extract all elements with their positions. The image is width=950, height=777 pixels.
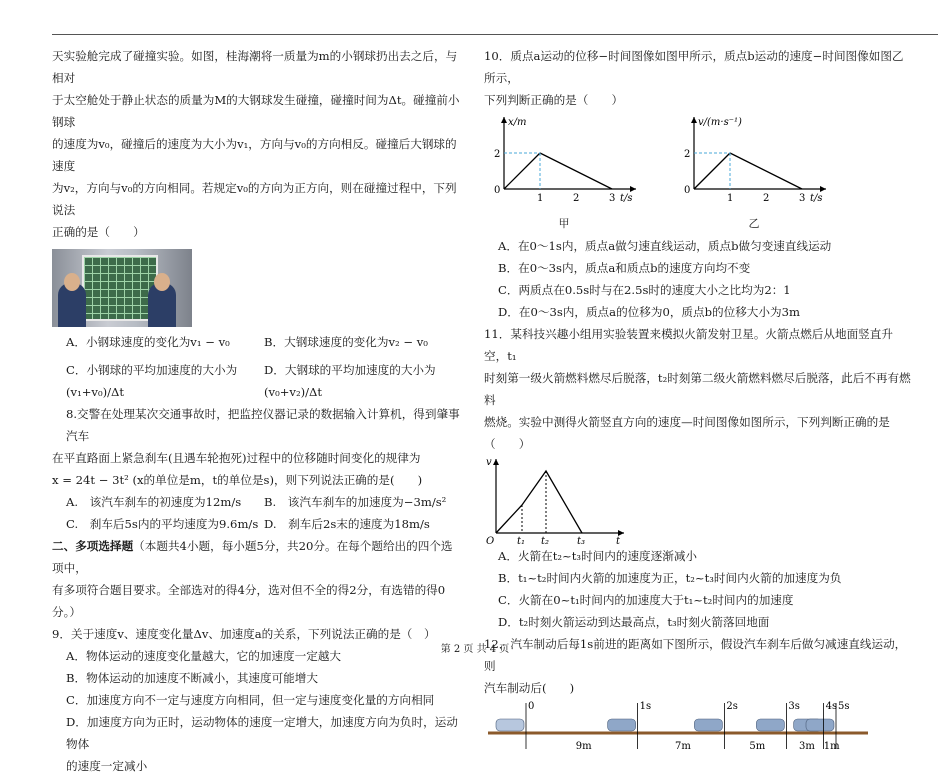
q8-options-row1 — [52, 491, 462, 513]
time-label: 5s — [838, 701, 850, 712]
q9-stem: 9．关于速度v、速度变化量Δv、加速度a的关系，下列说法正确的是（ ） — [52, 627, 436, 641]
rising-segment — [694, 153, 730, 189]
q8-stem-line: 8.交警在处理某次交通事故时，把监控仪器记录的数据输入计算机，得到肇事汽车 — [66, 407, 460, 443]
q7-option-b[interactable]: B．大钢球速度的变化为v₂ − v₀ — [264, 335, 428, 349]
t-tick-2: 2 — [763, 193, 770, 204]
q10-stem-line: 10．质点a运动的位移−时间图像如图甲所示，质点b运动的速度−时间图像如图乙所示， — [484, 49, 904, 85]
t1-label: t₁ — [517, 536, 526, 545]
origin-label: 0 — [494, 185, 501, 196]
q10-graphs — [484, 113, 914, 235]
t-tick-3: 3 — [799, 193, 806, 204]
section-2-title: 二、多项选择题 — [52, 539, 134, 553]
q11-option-b[interactable]: B．t₁~t₂时间内火箭的加速度为正，t₂~t₃时间内火箭的加速度为负 — [498, 571, 842, 585]
car-braking-diagram — [488, 699, 868, 757]
q9-option-d[interactable]: D．加速度方向为正时，运动物体的速度一定增大，加速度方向为负时，运动物体 — [66, 715, 458, 751]
q7-stem-line: 正确的是（ ） — [52, 225, 145, 239]
q9-option-b[interactable]: B．物体运动的加速度不断减小，其速度可能增大 — [66, 671, 318, 685]
time-label: 3s — [788, 701, 800, 712]
section-2-instructions: （本题共4小题，每小题5分，共20分。在每个题给出的四个选项中， — [52, 539, 453, 575]
q12-stem-line: 汽车制动后( ) — [484, 681, 575, 695]
left-column — [52, 45, 462, 777]
q11-stem-line: 燃烧。实验中测得火箭竖直方向的速度—时间图像如图所示，下列判断正确的是（ ） — [484, 415, 890, 451]
q10-stem-line: 下列判断正确的是（ ） — [484, 93, 624, 107]
q10-option-a[interactable]: A．在0～1s内，质点a做匀速直线运动，质点b做匀变速直线运动 — [498, 239, 832, 253]
x-axis-label: t/s — [810, 193, 823, 204]
origin-label: O — [486, 536, 495, 545]
q8-option-d[interactable]: D. 刹车后2s末的速度为18m/s — [264, 517, 430, 531]
time-label: 4s — [825, 701, 838, 712]
q10-option-d[interactable]: D．在0～3s内，质点a的位移为0，质点b的位移大小为3m — [498, 305, 800, 319]
falling-segment — [540, 153, 612, 189]
velocity-line — [496, 471, 582, 533]
time-label: 0 — [528, 701, 535, 712]
car — [756, 719, 784, 731]
q8-option-a[interactable]: A. 该汽车刹车的初速度为12m/s — [66, 495, 242, 509]
top-rule — [52, 34, 938, 35]
q7-stem-line: 于太空舱处于静止状态的质量为M的大钢球发生碰撞，碰撞时间为Δt。碰撞前小钢球 — [52, 93, 460, 129]
car — [694, 719, 722, 731]
caption-yi: 乙 — [748, 217, 760, 230]
car — [806, 719, 834, 731]
time-label: 2s — [726, 701, 738, 712]
t-tick-2: 2 — [573, 193, 580, 204]
q12-stem-line: 12．汽车制动后每1s前进的距离如下图所示，假设汽车刹车后做匀减速直线运动，则 — [484, 637, 907, 673]
y-tick-2: 2 — [684, 149, 691, 160]
q8-stem-line: x = 24t − 3t² (x的单位是m，t的单位是s)，则下列说法正确的是( ) — [52, 473, 423, 487]
q9-option-c[interactable]: C．加速度方向不一定与速度方向相同，但一定与速度变化量的方向相同 — [66, 693, 435, 707]
section-2-instructions-line2: 有多项符合题目要求。全部选对的得4分，选对但不全的得2分，有选错的得0分。） — [52, 583, 446, 619]
distance-label: 9m — [575, 741, 592, 752]
q9-option-d-cont: 的速度一定减小 — [66, 759, 148, 773]
t-tick-3: 3 — [609, 193, 616, 204]
q7-options-row2 — [52, 359, 462, 403]
distance-label: 1m — [823, 741, 840, 752]
q7-option-c[interactable]: C．小钢球的平均加速度的大小为(v₁+v₀)/Δt — [66, 363, 238, 399]
q7-stem-line: 天实验舱完成了碰撞实验。如图，桂海潮将一质量为m的小钢球扔出去之后，与相对 — [52, 49, 458, 85]
car — [496, 719, 524, 731]
grid-board — [82, 255, 158, 321]
q8-options-row2 — [52, 513, 462, 535]
rocket-v-t-graph — [484, 455, 634, 545]
q7-stem-line: 的速度为v₀，碰撞后的速度为大小为v₁，方向与v₀的方向相反。碰撞后大钢球的速度 — [52, 137, 457, 173]
y-axis-label: v/(m·s⁻¹) — [698, 117, 742, 128]
x-axis-label: t/s — [620, 193, 633, 204]
y-axis-label: x/m — [508, 117, 527, 128]
q8-option-c[interactable]: C. 刹车后5s内的平均速度为9.6m/s — [66, 517, 259, 531]
q7-option-d[interactable]: D．大钢球的平均加速度的大小为(v₀+v₂)/Δt — [264, 363, 436, 399]
distance-label: 3m — [799, 741, 815, 752]
page-footer: 第 2 页 共 4 页 — [440, 644, 510, 655]
distance-label: 7m — [675, 741, 691, 752]
graph-jia — [484, 113, 644, 235]
x-axis-label: t — [616, 536, 621, 545]
q7-options-row1 — [52, 331, 462, 353]
q7-option-a[interactable]: A．小钢球速度的变化为v₁ − v₀ — [66, 335, 230, 349]
distance-label: 5m — [749, 741, 766, 752]
q11-option-d[interactable]: D．t₂时刻火箭运动到达最高点，t₃时刻火箭落回地面 — [498, 615, 770, 629]
section-2-heading — [52, 535, 462, 579]
y-tick-2: 2 — [494, 149, 501, 160]
t-tick-1: 1 — [727, 193, 734, 204]
q7-stem-line: 为v₂，方向与v₀的方向相同。若规定v₀的方向为正方向，则在碰撞过程中，下列说法 — [52, 181, 457, 217]
car — [608, 719, 636, 731]
y-axis-label: v — [486, 457, 492, 468]
x-t-graph — [484, 113, 644, 205]
origin-label: 0 — [684, 185, 691, 196]
t-tick-1: 1 — [537, 193, 544, 204]
q11-stem-line: 时刻第一级火箭燃料燃尽后脱落，t₂时刻第二级火箭燃料燃尽后脱落，此后不再有燃料 — [484, 371, 911, 407]
t2-label: t₂ — [541, 536, 550, 545]
q10-option-b[interactable]: B．在0～3s内，质点a和质点b的速度方向均不变 — [498, 261, 751, 275]
space-lab-photo — [52, 249, 192, 327]
q11-option-c[interactable]: C．火箭在0~t₁时间内的加速度大于t₁~t₂时间内的加速度 — [498, 593, 794, 607]
time-label: 1s — [639, 701, 652, 712]
q8-stem-line: 在平直路面上紧急刹车(且遇车轮抱死)过程中的位移随时间变化的规律为 — [52, 451, 421, 465]
q8-option-b[interactable]: B. 该汽车刹车的加速度为−3m/s² — [264, 495, 447, 509]
rising-segment — [504, 153, 540, 189]
falling-segment — [730, 153, 802, 189]
q9-option-a[interactable]: A．物体运动的速度变化量越大，它的加速度一定越大 — [66, 649, 342, 663]
q11-option-a[interactable]: A．火箭在t₂~t₃时间内的速度逐渐减小 — [498, 549, 698, 563]
q10-option-c[interactable]: C．两质点在0.5s时与在2.5s时的速度大小之比均为2：1 — [498, 283, 791, 297]
graph-yi — [674, 113, 834, 235]
q11-stem-line: 11．某科技兴趣小组用实验装置来模拟火箭发射卫星。火箭点燃后从地面竖直升空，t₁ — [484, 327, 893, 363]
v-t-graph — [674, 113, 834, 205]
caption-jia: 甲 — [558, 217, 570, 230]
t3-label: t₃ — [577, 536, 586, 545]
